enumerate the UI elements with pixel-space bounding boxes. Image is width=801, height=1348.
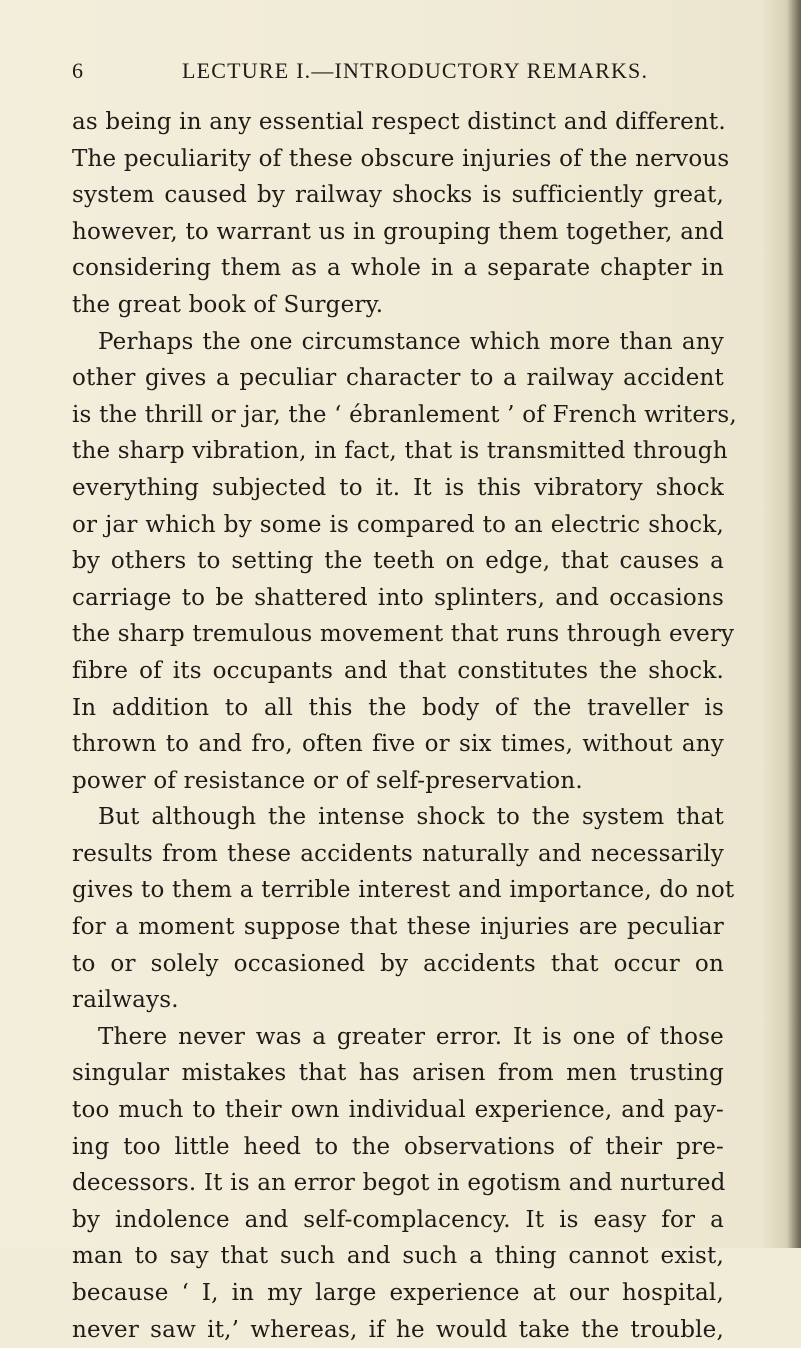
text-line: is the thrill or jar, the ‘ ébranlement ’ of French writers, — [72, 401, 737, 428]
text-line: results from these accidents naturally and necessarily — [72, 840, 724, 867]
body-text — [72, 104, 737, 1348]
text-line: the sharp tremulous movement that runs through every — [72, 621, 735, 648]
text-line: fibre of its occupants and that constitutes the shock. — [72, 657, 724, 684]
text-line: But although the intense shock to the system that — [98, 804, 724, 831]
page-header — [72, 58, 722, 88]
text-line: considering them as a whole in a separate chapter in — [72, 255, 724, 282]
text-line: thrown to and fro, often five or six times, without any — [72, 731, 724, 758]
text-line: never saw it,’ whereas, if he would take the trouble, — [72, 1316, 724, 1343]
text-line: man to say that such and such a thing cannot exist, — [72, 1243, 724, 1270]
text-line: because ‘ I, in my large experience at our hospital, — [72, 1280, 724, 1306]
text-line: power of resistance or of self-preservation. — [72, 767, 583, 794]
text-line: by indolence and self-complacency. It is easy for a — [72, 1206, 724, 1233]
text-line: railways. — [72, 987, 179, 1014]
text-line: the great book of Surgery. — [72, 291, 384, 318]
text-line: for a moment suppose that these injuries are peculiar — [72, 914, 724, 941]
text-line: carriage to be shattered into splinters, and occasions — [72, 584, 724, 611]
text-line: decessors. It is an error begot in egotism and nurtured — [72, 1170, 726, 1197]
text-line: by others to setting the teeth on edge, that causes a — [72, 548, 724, 575]
text-line: other gives a peculiar character to a railway accident — [72, 365, 724, 392]
text-line: There never was a greater error. It is one of those — [98, 1023, 724, 1050]
text-line: too much to their own individual experience, and pay- — [72, 1097, 724, 1124]
text-line: ing too little heed to the observations of their pre- — [72, 1133, 724, 1160]
text-line: gives to them a terrible interest and importance, do not — [72, 877, 735, 904]
text-line: singular mistakes that has arisen from men trusting — [72, 1060, 724, 1087]
text-line: everything subjected to it. It is this vibratory shock — [72, 474, 724, 501]
page-edge-shadow — [787, 0, 801, 1248]
text-line: as being in any essential respect distinct and different. — [72, 109, 726, 135]
text-line: however, to warrant us in grouping them together, and — [72, 218, 725, 245]
text-line: The peculiarity of these obscure injuries of the nervous — [72, 145, 730, 172]
text-line: or jar which by some is compared to an electric shock, — [72, 511, 724, 538]
page-number: 6 — [72, 58, 85, 83]
running-title: LECTURE I.—INTRODUCTORY REMARKS. — [182, 58, 649, 83]
text-line: system caused by railway shocks is sufficiently great, — [72, 182, 724, 209]
text-line: Perhaps the one circumstance which more than any — [98, 328, 724, 355]
text-line: to or solely occasioned by accidents that occur on — [72, 950, 724, 977]
text-line: In addition to all this the body of the traveller is — [72, 694, 724, 721]
text-line: the sharp vibration, in fact, that is transmitted through — [72, 438, 728, 465]
